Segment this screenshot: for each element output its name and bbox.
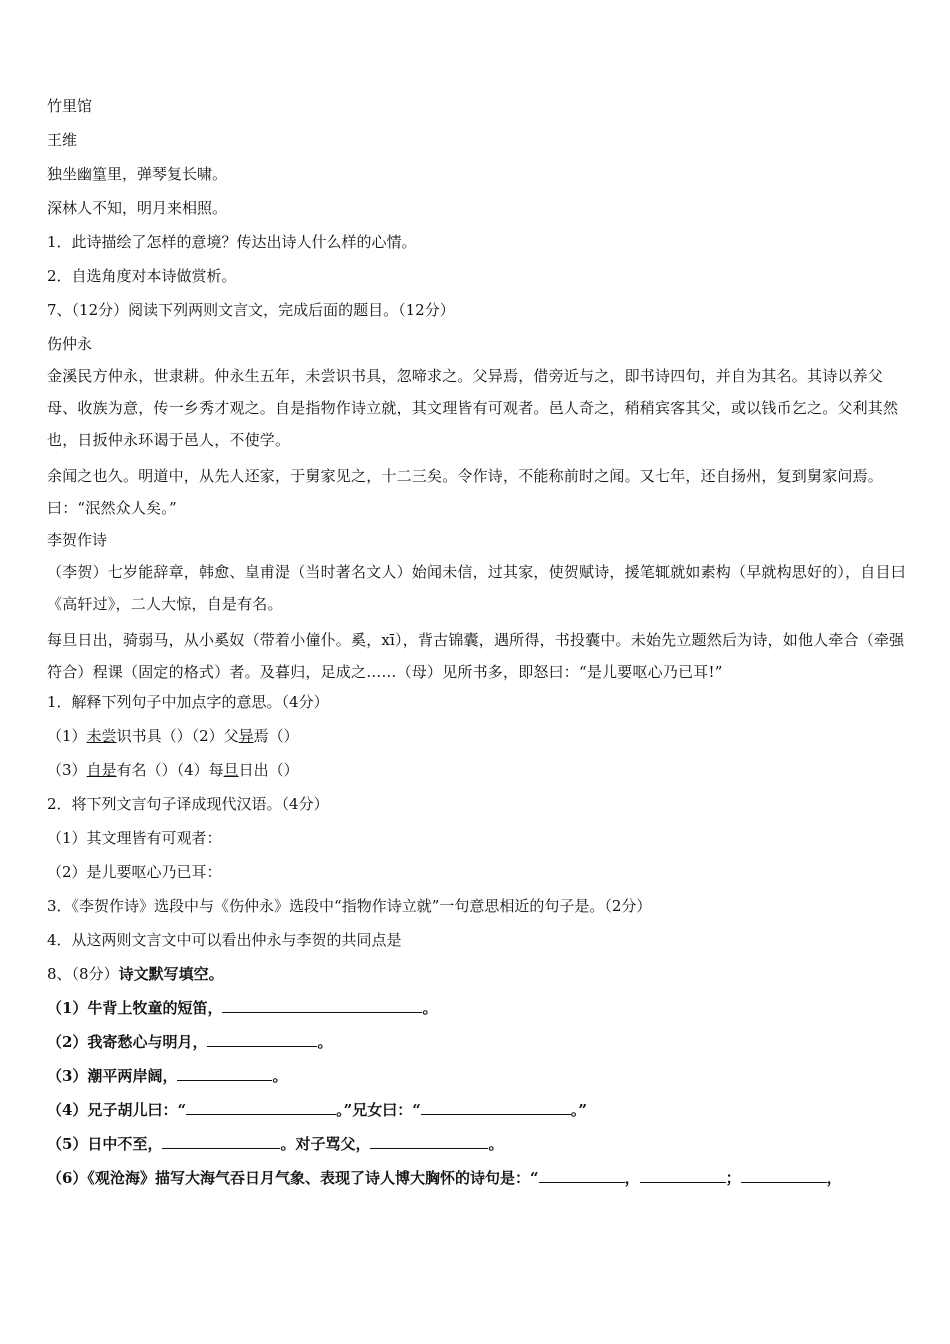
- answer-blank[interactable]: [741, 1168, 827, 1183]
- sub-question-1: 1．解释下列句子中加点字的意思。（4分）: [47, 693, 329, 711]
- text1-paragraph-2: 余闻之也久。明道中，从先人还家，于舅家见之，十二三矣。令作诗，不能称前时之闻。又七年，还自扬州，复到舅家问焉。曰：“泯然众人矣。”: [47, 467, 884, 517]
- text2-title: 李贺作诗: [47, 531, 108, 549]
- sub-question-2-a: （1）其文理皆有可观者：: [47, 829, 222, 847]
- sub-question-2-b: （2）是儿要呕心乃已耳：: [47, 863, 222, 881]
- sub-question-3: 3．《李贺作诗》选段中与《伤仲永》选段中“指物作诗立就”一句意思相近的句子是。（2分）: [47, 897, 652, 915]
- question-8-header: 8、（8分）诗文默写填空。: [47, 965, 224, 983]
- fill-item-1: （1）牛背上牧童的短笛， 。: [47, 999, 438, 1017]
- text1-paragraph-1: 金溪民方仲永，世隶耕。仲永生五年，未尝识书具，忽啼求之。父异焉，借旁近与之，即书诗四句，并自为其名。其诗以养父母、收族为意，传一乡秀才观之。自是指物作诗立就，其文理皆有可观者。邑人奇之，稍稍宾客其父，或以钱币乞之。父利其然也，日扳仲永环谒于邑人，不使学。: [47, 367, 899, 449]
- answer-blank[interactable]: [370, 1134, 488, 1149]
- poem-line-1: 独坐幽篁里，弹琴复长啸。: [47, 165, 228, 183]
- fill-item-2: （2）我寄愁心与明月， 。: [47, 1033, 333, 1051]
- sub-question-1-items-b: （3）自是有名（）（4）每旦日出（）: [47, 761, 299, 779]
- poem-author: 王维: [47, 131, 78, 149]
- sub-question-4: 4．从这两则文言文中可以看出仲永与李贺的共同点是: [47, 931, 402, 949]
- underlined-word: 自是: [86, 761, 117, 779]
- document-page: [47, 96, 907, 1202]
- poem-question-2: 2．自选角度对本诗做赏析。: [47, 267, 237, 285]
- poem-title: 竹里馆: [47, 97, 93, 115]
- text2-paragraph-2: 每旦日出，骑弱马，从小奚奴（带着小僮仆。奚，xī），背古锦囊，遇所得，书投囊中。未始先立题然后为诗，如他人牵合（牵强符合）程课（固定的格式）者。及暮归，足成之……（母）见所书多，即怒曰：“是儿要呕心乃已耳!”: [47, 631, 905, 681]
- answer-blank[interactable]: [421, 1100, 571, 1115]
- answer-blank[interactable]: [177, 1066, 272, 1081]
- fill-item-5: （5）日中不至， 。对子骂父， 。: [47, 1135, 504, 1153]
- answer-blank[interactable]: [207, 1032, 317, 1047]
- question-7-header: 7、（12分）阅读下列两则文言文，完成后面的题目。（12分）: [47, 301, 455, 319]
- fill-item-6: （6）《观沧海》描写大海气吞日月气象、表现了诗人博大胸怀的诗句是：“ ， ； ，: [47, 1169, 842, 1187]
- fill-item-3: （3）潮平两岸阔， 。: [47, 1067, 288, 1085]
- answer-blank[interactable]: [222, 998, 422, 1013]
- text2-paragraph-1: （李贺）七岁能辞章，韩愈、皇甫湜（当时著名文人）始闻未信，过其家，使贺赋诗，援笔辄就如素构（早就构思好的），自目曰《高轩过》，二人大惊，自是有名。: [47, 563, 906, 613]
- poem-question-1: 1．此诗描绘了怎样的意境？传达出诗人什么样的心情。: [47, 233, 417, 251]
- answer-blank[interactable]: [539, 1168, 625, 1183]
- sub-question-2: 2．将下列文言句子译成现代汉语。（4分）: [47, 795, 329, 813]
- text1-title: 伤仲永: [47, 335, 93, 353]
- poem-line-2: 深林人不知，明月来相照。: [47, 199, 228, 217]
- underlined-word: 旦: [223, 761, 239, 779]
- answer-blank[interactable]: [186, 1100, 336, 1115]
- answer-blank[interactable]: [162, 1134, 280, 1149]
- underlined-word: 异: [238, 727, 254, 745]
- underlined-word: 未尝: [86, 727, 117, 745]
- sub-question-1-items-a: （1）未尝识书具（）（2）父异焉（）: [47, 727, 299, 745]
- fill-item-4: （4）兄子胡儿曰：“ 。”兄女曰：“ 。”: [47, 1101, 587, 1119]
- answer-blank[interactable]: [640, 1168, 726, 1183]
